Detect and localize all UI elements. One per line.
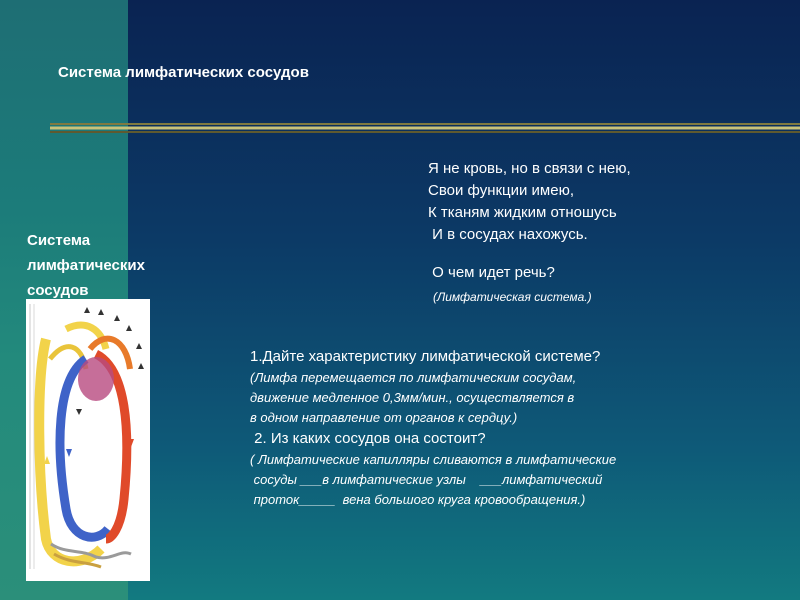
questions-block xyxy=(250,346,616,510)
riddle-question: О чем идет речь? xyxy=(428,264,555,281)
poem-line: Свои функции имею, xyxy=(428,182,575,199)
question-1: 1.Дайте характеристику лимфатической системе? xyxy=(250,348,601,365)
riddle-answer: (Лимфатическая система.) xyxy=(433,290,592,304)
side-label xyxy=(27,228,207,303)
title-underline xyxy=(50,121,800,135)
side-label-line: лимфатических xyxy=(27,257,145,274)
poem-line: И в сосудах нахожусь. xyxy=(428,226,588,243)
slide-title: Система лимфатических сосудов xyxy=(58,64,309,81)
answer-2-line: сосуды ___в лимфатические узлы ___лимфатический xyxy=(250,472,603,487)
answer-2-line: ( Лимфатические капилляры сливаются в лимфатические xyxy=(250,452,617,467)
answer-1-line: движение медленное 0,3мм/мин., осуществляется в xyxy=(250,390,575,405)
side-label-line: сосудов xyxy=(27,282,89,299)
answer-1-line: в одном направление от органов к сердцу.) xyxy=(250,410,518,425)
riddle-poem xyxy=(428,158,631,308)
lymphatic-system-diagram xyxy=(26,299,150,581)
side-label-line: Система xyxy=(27,232,91,249)
answer-2-line: проток_____ вена большого круга кровообращения.) xyxy=(250,492,586,507)
poem-line: К тканям жидким отношусь xyxy=(428,204,617,221)
answer-1-line: (Лимфа перемещается по лимфатическим сосудам, xyxy=(250,370,577,385)
poem-line: Я не кровь, но в связи с нею, xyxy=(428,160,631,177)
question-2: 2. Из каких сосудов она состоит? xyxy=(250,430,486,447)
